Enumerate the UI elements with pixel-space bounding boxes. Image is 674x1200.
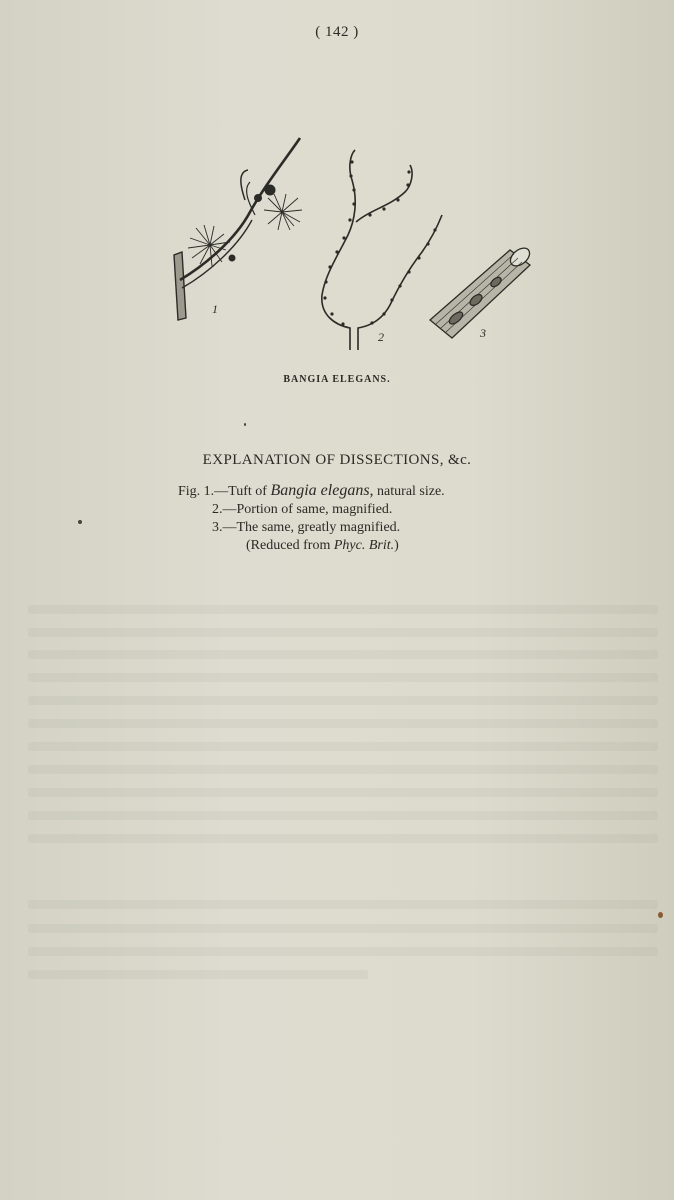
bangia-illustration [160,130,540,360]
show-through-line [28,900,658,909]
item-1-prefix: Fig. 1.—Tuft of [178,484,271,499]
tuft-right [264,194,302,230]
show-through-line [28,673,658,682]
explanation-source [178,537,445,555]
explanation-heading: EXPLANATION OF DISSECTIONS, &c. [202,452,472,468]
source-title: Phyc. Brit. [333,538,395,553]
source-suffix: ) [394,538,399,553]
filament-cells [323,160,436,325]
show-through-line [28,811,658,820]
show-through-line [28,650,658,659]
foxing-spot [658,912,663,918]
figure-3-magnified [430,245,533,338]
figure-1-tuft [174,138,302,320]
show-through-line [28,696,658,705]
explanation-list [178,482,445,555]
show-through-line [28,719,658,728]
explanation-item-2 [178,501,445,519]
item-1-suffix: natural size. [373,484,445,499]
show-through-line [28,788,658,797]
explanation-item-3 [178,519,445,537]
show-through-line [28,605,658,614]
figure-2-filament [322,150,442,350]
item-3-text: 3.—The same, greatly magnified. [212,520,401,535]
figure-label-2: 2 [378,330,384,344]
ink-speck [244,423,246,426]
page-number: ( 142 ) [315,24,359,40]
show-through-line [28,947,658,956]
source-prefix: (Reduced from [246,538,334,553]
figure-caption: BANGIA ELEGANS. [283,374,391,385]
item-1-species: Bangia elegans, [270,482,374,499]
show-through-line [28,742,658,751]
show-through-line [28,970,368,979]
show-through-line [28,765,658,774]
show-through-line [28,834,658,843]
item-2-text: 2.—Portion of same, magnified. [212,502,393,517]
show-through-line [28,924,658,933]
ink-speck [78,520,82,524]
show-through-line [28,628,658,637]
explanation-item-1 [178,482,445,501]
figure-label-3: 3 [480,326,486,340]
figure-label-1: 1 [212,302,218,316]
